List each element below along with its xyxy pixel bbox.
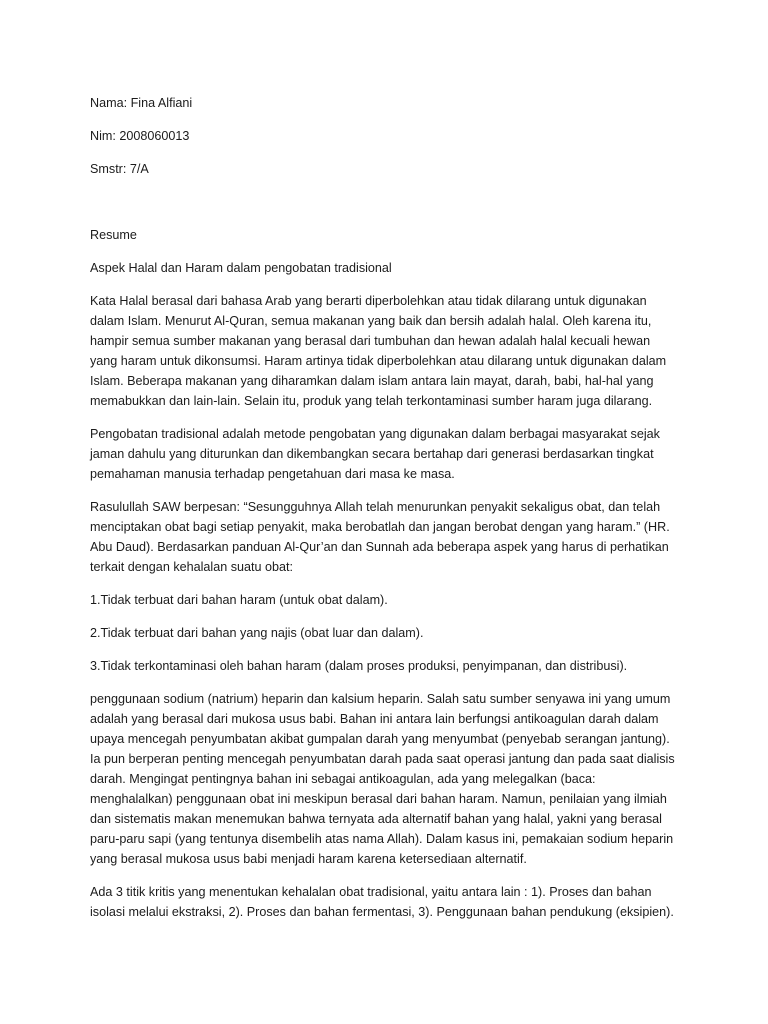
paragraph-line: adalah yang berasal dari mukosa usus babi. Bahan ini antara lain berfungsi antikoagulan darah dalam xyxy=(90,712,659,726)
paragraph-line: penggunaan sodium (natrium) heparin dan kalsium heparin. Salah satu sumber senyawa ini yang umum xyxy=(90,692,671,706)
paragraph-line: Abu Daud). Berdasarkan panduan Al-Qur’an dan Sunnah ada beberapa aspek yang harus di perhatikan xyxy=(90,540,669,554)
document-page xyxy=(90,93,690,935)
paragraph-line: paru-paru sapi (yang tentunya disembelih atas nama Allah). Dalam kasus ini, pemakaian sodium heparin xyxy=(90,832,674,846)
paragraph-line: dan sistematis makan menemukan bahwa ternyata ada alternatif bahan yang halal, yakni yang berasal xyxy=(90,812,662,826)
paragraph-line: hampir semua sumber makanan yang berasal dari tumbuhan dan hewan adalah halal kecuali hewan xyxy=(90,334,651,348)
paragraph-hadith xyxy=(90,497,690,577)
paragraph-halal-definition xyxy=(90,291,690,411)
list-item: 3.Tidak terkontaminasi oleh bahan haram (dalam proses produksi, penyimpanan, dan distribusi). xyxy=(90,659,628,673)
paragraph-traditional-medicine xyxy=(90,424,690,484)
paragraph-line: Ada 3 titik kritis yang menentukan kehalalan obat tradisional, yaitu antara lain : 1). Proses dan bahan xyxy=(90,885,652,899)
paragraph-line: yang haram untuk dikonsumsi. Haram artinya tidak diperbolehkan atau dilarang untuk digunakan dalam xyxy=(90,354,667,368)
paragraph-line: upaya mencegah penyumbatan akibat gumpalan darah yang menyumbat (penyebab serangan jantung). xyxy=(90,732,670,746)
paragraph-line: Rasulullah SAW berpesan: “Sesungguhnya Allah telah menurunkan penyakit sekaligus obat, dan telah xyxy=(90,500,661,514)
paragraph-line: menciptakan obat bagi setiap penyakit, maka berobatlah dan jangan berobat dengan yang haram.” (HR. xyxy=(90,520,670,534)
paragraph-line: Pengobatan tradisional adalah metode pengobatan yang digunakan dalam berbagai masyarakat sejak xyxy=(90,427,660,441)
paragraph-line: pemahaman manusia terhadap pengetahuan dari masa ke masa. xyxy=(90,467,455,481)
document-label: Resume xyxy=(90,228,137,242)
paragraph-heparin xyxy=(90,689,690,869)
list-item: 1.Tidak terbuat dari bahan haram (untuk obat dalam). xyxy=(90,593,388,607)
paragraph-line: dalam Islam. Menurut Al-Quran, semua makanan yang baik dan bersih adalah halal. Oleh karena itu, xyxy=(90,314,652,328)
paragraph-line: Kata Halal berasal dari bahasa Arab yang berarti diperbolehkan atau tidak dilarang untuk digunakan xyxy=(90,294,647,308)
student-id: Nim: 2008060013 xyxy=(90,129,190,143)
author-name: Nama: Fina Alfiani xyxy=(90,96,193,110)
document-title: Aspek Halal dan Haram dalam pengobatan tradisional xyxy=(90,261,392,275)
paragraph-line: terkait dengan kehalalan suatu obat: xyxy=(90,560,294,574)
paragraph-line: menghalalkan) penggunaan obat ini meskipun berasal dari bahan haram. Namun, penilaian yang ilmiah xyxy=(90,792,667,806)
paragraph-line: darah. Mengingat pentingnya bahan ini sebagai antikoagulan, ada yang melegalkan (baca: xyxy=(90,772,596,786)
paragraph-line: Ia pun berperan penting mencegah penyumbatan darah pada saat operasi jantung dan pada saat dialisis xyxy=(90,752,675,766)
paragraph-line: jaman dahulu yang diturunkan dan dikembangkan secara bertahap dari generasi berdasarkan tingkat xyxy=(90,447,654,461)
paragraph-critical-points xyxy=(90,882,690,922)
semester: Smstr: 7/A xyxy=(90,162,149,176)
paragraph-line: memabukkan dan lain-lain. Selain itu, produk yang telah terkontaminasi sumber haram juga dilarang. xyxy=(90,394,653,408)
paragraph-line: yang berasal mukosa usus babi menjadi haram karena ketersediaan alternatif. xyxy=(90,852,527,866)
list-item: 2.Tidak terbuat dari bahan yang najis (obat luar dan dalam). xyxy=(90,626,424,640)
paragraph-line: isolasi melalui ekstraksi, 2). Proses dan bahan fermentasi, 3). Penggunaan bahan pendukung (eksipien). xyxy=(90,905,674,919)
paragraph-line: Islam. Beberapa makanan yang diharamkan dalam islam antara lain mayat, darah, babi, hal-hal yang xyxy=(90,374,654,388)
